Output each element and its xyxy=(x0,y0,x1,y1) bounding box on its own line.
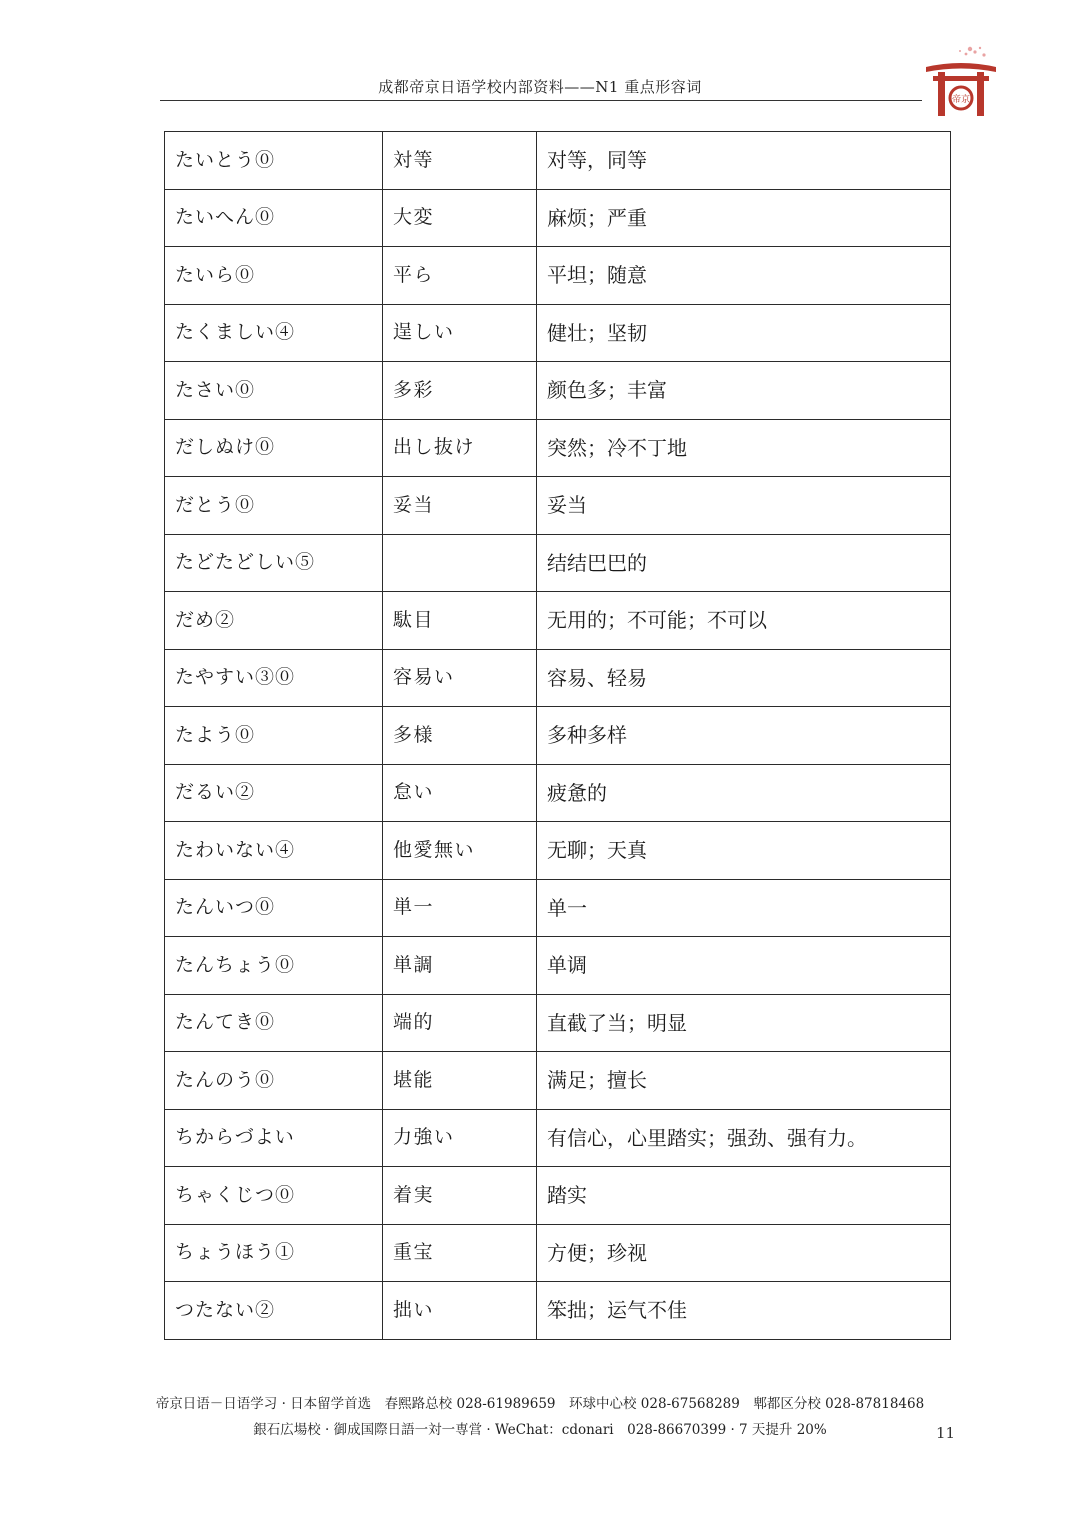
reading-cell: だるい② xyxy=(165,764,383,822)
meaning-cell: 妥当 xyxy=(537,477,951,535)
table-row xyxy=(165,994,951,1052)
meaning-cell: 有信心，心里踏实；强劲、强有力。 xyxy=(537,1109,951,1167)
table-row xyxy=(165,477,951,535)
table-row xyxy=(165,1224,951,1282)
reading-cell: たいら⓪ xyxy=(165,247,383,305)
table-row xyxy=(165,247,951,305)
footer-contact-line-1: 帝京日语－日语学习 · 日本留学首选 春熙路总校 028-61989659 环球中心校 028-67568289 郫都区分校 028-87818468 xyxy=(155,1396,925,1412)
reading-cell: たんてき⓪ xyxy=(165,994,383,1052)
table-row xyxy=(165,649,951,707)
kanji-cell: 逞しい xyxy=(383,304,537,362)
document-header-title: 成都帝京日语学校内部资料——N1 重点形容词 xyxy=(378,78,702,96)
table-row xyxy=(165,1052,951,1110)
meaning-cell: 单调 xyxy=(537,937,951,995)
kanji-cell: 多様 xyxy=(383,707,537,765)
reading-cell: だしぬけ⓪ xyxy=(165,419,383,477)
vocabulary-table xyxy=(164,131,951,1340)
meaning-cell: 无用的；不可能；不可以 xyxy=(537,592,951,650)
reading-cell: たわいない④ xyxy=(165,822,383,880)
kanji-cell: 単調 xyxy=(383,937,537,995)
meaning-cell: 结结巴巴的 xyxy=(537,534,951,592)
meaning-cell: 方便；珍视 xyxy=(537,1224,951,1282)
table-row xyxy=(165,304,951,362)
meaning-cell: 颜色多；丰富 xyxy=(537,362,951,420)
reading-cell: たさい⓪ xyxy=(165,362,383,420)
table-row xyxy=(165,189,951,247)
reading-cell: たいへん⓪ xyxy=(165,189,383,247)
table-row xyxy=(165,937,951,995)
kanji-cell: 平ら xyxy=(383,247,537,305)
table-row xyxy=(165,1167,951,1225)
kanji-cell: 他愛無い xyxy=(383,822,537,880)
page-number: 11 xyxy=(936,1424,956,1442)
reading-cell: だめ② xyxy=(165,592,383,650)
meaning-cell: 对等，同等 xyxy=(537,132,951,190)
table-row xyxy=(165,419,951,477)
kanji-cell: 重宝 xyxy=(383,1224,537,1282)
footer-contact-line-2: 銀石広場校 · 御成国際日語一対一専営 · WeChat：cdonari 028-86670399 · 7 天提升 20% xyxy=(253,1422,827,1438)
meaning-cell: 多种多样 xyxy=(537,707,951,765)
meaning-cell: 单一 xyxy=(537,879,951,937)
reading-cell: たくましい④ xyxy=(165,304,383,362)
reading-cell: たどたどしい⑤ xyxy=(165,534,383,592)
meaning-cell: 疲惫的 xyxy=(537,764,951,822)
meaning-cell: 麻烦；严重 xyxy=(537,189,951,247)
meaning-cell: 踏实 xyxy=(537,1167,951,1225)
kanji-cell: 堪能 xyxy=(383,1052,537,1110)
meaning-cell: 容易、轻易 xyxy=(537,649,951,707)
logo-text: 帝京 xyxy=(951,95,971,105)
header-divider xyxy=(160,100,922,101)
table-row xyxy=(165,822,951,880)
table-row xyxy=(165,592,951,650)
meaning-cell: 笨拙；运气不佳 xyxy=(537,1282,951,1340)
table-row xyxy=(165,764,951,822)
reading-cell: だとう⓪ xyxy=(165,477,383,535)
kanji-cell: 対等 xyxy=(383,132,537,190)
table-row xyxy=(165,1282,951,1340)
reading-cell: ちゃくじつ⓪ xyxy=(165,1167,383,1225)
meaning-cell: 满足；擅长 xyxy=(537,1052,951,1110)
kanji-cell xyxy=(383,534,537,592)
table-row xyxy=(165,362,951,420)
meaning-cell: 健壮；坚韧 xyxy=(537,304,951,362)
school-logo-torii-icon xyxy=(920,42,1002,122)
reading-cell: たんちょう⓪ xyxy=(165,937,383,995)
kanji-cell: 出し抜け xyxy=(383,419,537,477)
kanji-cell: 多彩 xyxy=(383,362,537,420)
kanji-cell: 単一 xyxy=(383,879,537,937)
table-row xyxy=(165,132,951,190)
reading-cell: たよう⓪ xyxy=(165,707,383,765)
reading-cell: たんいつ⓪ xyxy=(165,879,383,937)
kanji-cell: 妥当 xyxy=(383,477,537,535)
kanji-cell: 着実 xyxy=(383,1167,537,1225)
table-row xyxy=(165,879,951,937)
reading-cell: ちょうほう① xyxy=(165,1224,383,1282)
meaning-cell: 无聊；天真 xyxy=(537,822,951,880)
meaning-cell: 直截了当；明显 xyxy=(537,994,951,1052)
table-row xyxy=(165,707,951,765)
kanji-cell: 容易い xyxy=(383,649,537,707)
reading-cell: たいとう⓪ xyxy=(165,132,383,190)
table-row xyxy=(165,534,951,592)
kanji-cell: 怠い xyxy=(383,764,537,822)
reading-cell: たんのう⓪ xyxy=(165,1052,383,1110)
kanji-cell: 力強い xyxy=(383,1109,537,1167)
kanji-cell: 大変 xyxy=(383,189,537,247)
reading-cell: たやすい③⓪ xyxy=(165,649,383,707)
reading-cell: ちからづよい xyxy=(165,1109,383,1167)
kanji-cell: 端的 xyxy=(383,994,537,1052)
reading-cell: つたない② xyxy=(165,1282,383,1340)
table-row xyxy=(165,1109,951,1167)
meaning-cell: 突然；冷不丁地 xyxy=(537,419,951,477)
kanji-cell: 駄目 xyxy=(383,592,537,650)
meaning-cell: 平坦；随意 xyxy=(537,247,951,305)
kanji-cell: 拙い xyxy=(383,1282,537,1340)
